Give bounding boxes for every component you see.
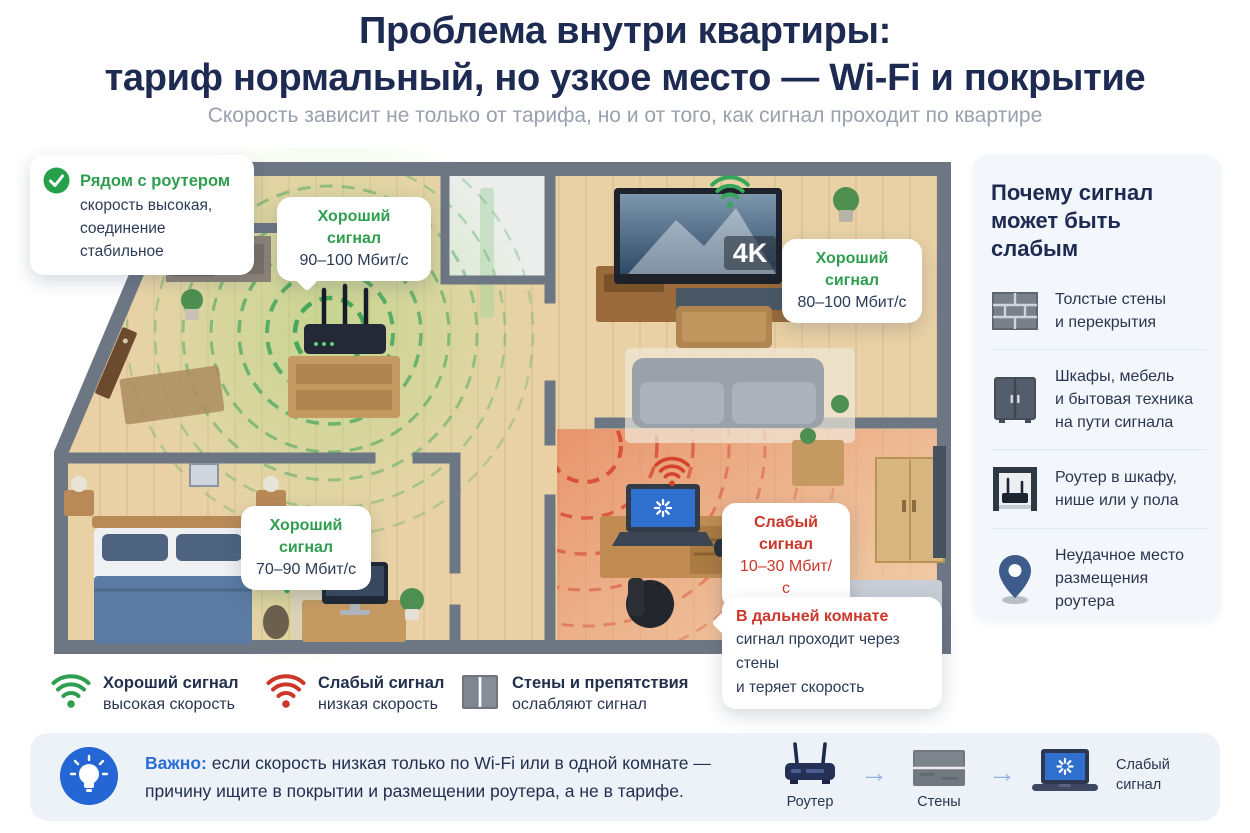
walls-icon: [912, 749, 966, 787]
sidebar-item-furniture: [991, 349, 1207, 449]
callout-title: Хороший сигнал: [815, 250, 889, 289]
callout-line: и теряет скорость: [736, 679, 865, 696]
page-title: [0, 8, 1250, 102]
callout-weak-signal: [722, 503, 850, 609]
footer-note-text: [145, 749, 711, 805]
location-pin-icon: [991, 553, 1039, 605]
sidebar-item-thick-walls: [991, 273, 1207, 349]
callout-title: Рядом с роутером: [80, 171, 231, 190]
arrow-right-icon: →: [860, 757, 888, 788]
title-line1: Проблема внутри квартиры:: [359, 10, 891, 52]
wifi-weak-icon: [266, 672, 306, 712]
laptop-weak-signal-icon: [1032, 749, 1098, 793]
sidebar-title-line2: может быть слабым: [991, 208, 1121, 261]
sidebar-why-signal-weak: [973, 155, 1221, 622]
flow-walls: [912, 749, 966, 810]
brick-wall-icon: [991, 289, 1039, 333]
flow-router-label: Роутер: [786, 794, 834, 810]
legend-walls: [460, 672, 688, 715]
sidebar-item-text: Шкафы, мебель и бытовая техника на пути сигнала: [1055, 368, 1194, 431]
router-in-niche-icon: [991, 465, 1039, 513]
legend-good-signal: [51, 672, 238, 715]
sidebar-title-line1: Почему сигнал: [991, 180, 1154, 205]
flow-walls-label: Стены: [917, 794, 961, 810]
callout-line: сигнал проходит через стены: [736, 631, 900, 672]
callout-good-signal-tv: [782, 239, 922, 323]
callout-value: 90–100 Мбит/с: [299, 252, 409, 269]
legend-text: Стены и препятствия ослабляют сигнал: [512, 674, 689, 713]
callout-value: 70–90 Мбит/с: [255, 561, 357, 578]
wardrobe-icon: [991, 376, 1039, 424]
wifi-good-icon: [51, 672, 91, 712]
legend-text: Хороший сигнал высокая скорость: [103, 674, 239, 713]
flow-router: [782, 741, 838, 810]
sidebar-item-bad-placement: [991, 528, 1207, 628]
callout-title: Хороший сигнал: [317, 208, 391, 247]
callout-line: скорость высокая,: [80, 197, 213, 214]
page-subtitle: Скорость зависит не только от тарифа, но и от того, как сигнал проходит по квартире: [207, 104, 1043, 127]
callout-value: 80–100 Мбит/с: [797, 294, 907, 311]
check-circle-icon: [43, 167, 70, 194]
router-icon: [782, 741, 838, 787]
callout-good-signal-bedroom: [241, 506, 371, 590]
arrow-right-icon: →: [988, 757, 1016, 788]
callout-value: 10–30 Мбит/с: [739, 558, 833, 597]
callout-title: Хороший сигнал: [269, 517, 343, 556]
callout-title: В дальней комнате: [736, 608, 889, 625]
footer-note-bar: [30, 733, 1220, 821]
lightbulb-icon: [60, 747, 118, 805]
legend-weak-signal: [266, 672, 444, 715]
sidebar-item-text: Толстые стены и перекрытия: [1055, 291, 1166, 331]
flow-laptop: [1032, 749, 1098, 798]
tv-4k-badge: 4K: [732, 238, 768, 268]
callout-title: Слабый сигнал: [754, 514, 818, 553]
wall-obstacle-icon: [460, 672, 500, 712]
title-line2: тариф нормальный, но узкое место — Wi-Fi и покрытие: [104, 57, 1146, 99]
callout-far-room-note: [722, 597, 942, 709]
callout-near-router: [30, 155, 254, 275]
important-label: Важно:: [145, 753, 207, 773]
flow-result-label: Слабый сигнал: [1116, 757, 1170, 793]
callout-good-signal-center: [277, 197, 431, 281]
footer-line1: Важно: если скорость низкая только по Wi-Fi или в одной комнате —: [145, 753, 711, 773]
sidebar-item-router-in-closet: [991, 449, 1207, 528]
sidebar-item-text: Неудачное место размещения роутера: [1055, 547, 1184, 610]
legend-text: Слабый сигнал низкая скорость: [318, 674, 445, 713]
sidebar-title: [991, 179, 1207, 263]
callout-line: соединение стабильное: [80, 220, 166, 260]
sidebar-item-text: Роутер в шкафу, нише или у пола: [1055, 469, 1179, 509]
footer-line2: причину ищите в покрытии и размещении роутера, а не в тарифе.: [145, 781, 684, 801]
